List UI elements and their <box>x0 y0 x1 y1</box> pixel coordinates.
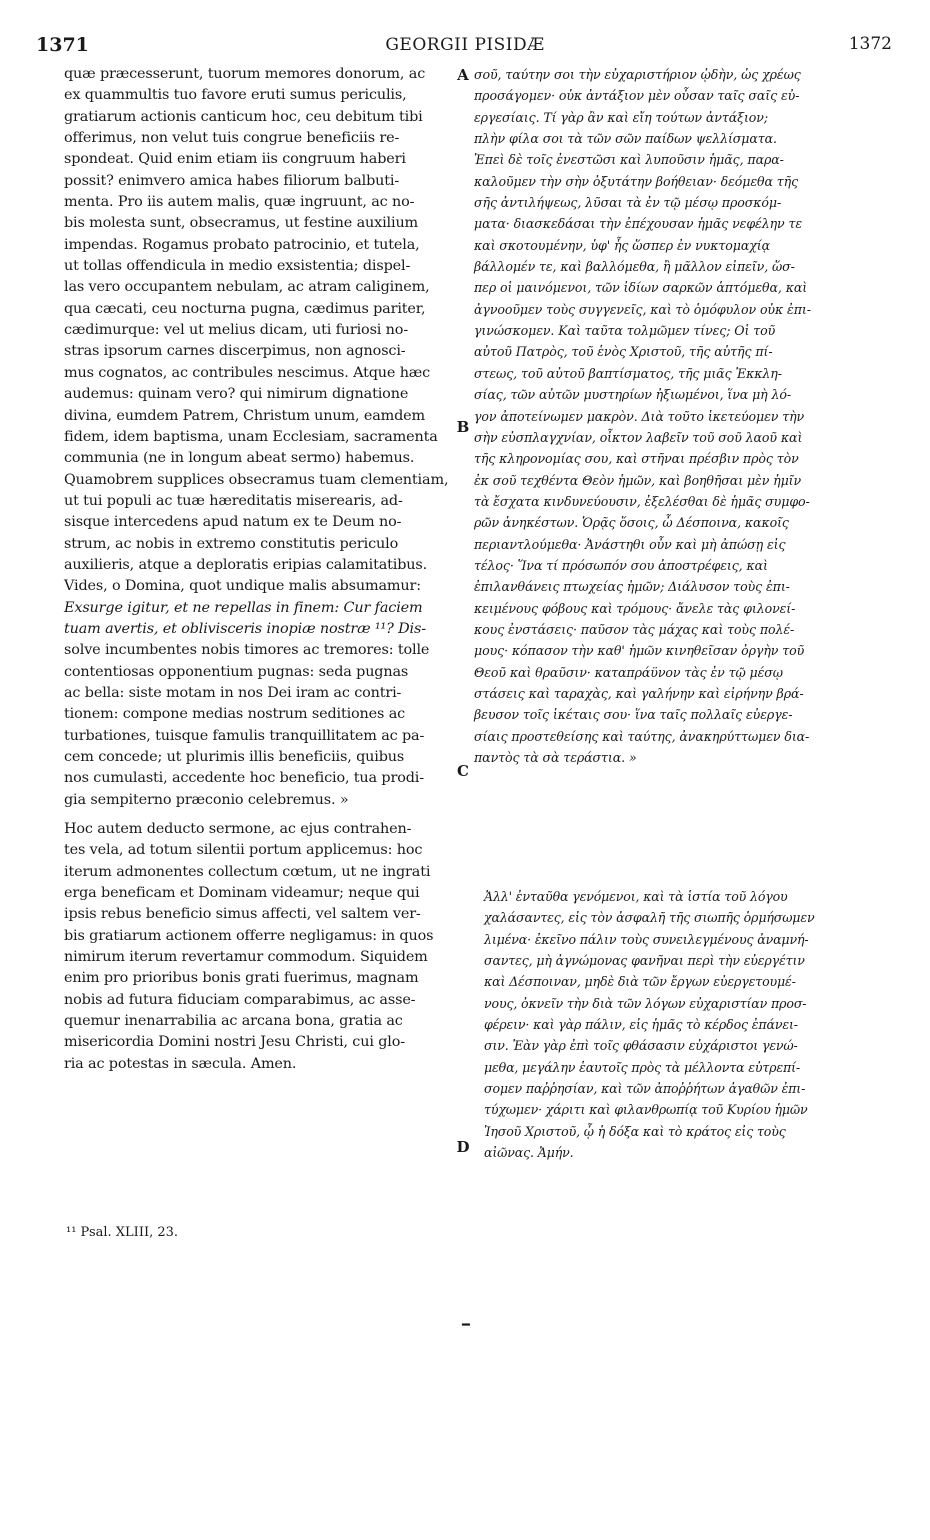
text-line: φέρειν· καὶ γὰρ πάλιν, εἰς ἡμᾶς τὸ κέρδος ἐπάνει- <box>484 1017 798 1033</box>
text-line: στάσεις καὶ ταραχὰς, καὶ γαλήνην καὶ εἰρήνην βρά- <box>474 685 804 701</box>
text-line: κους ἐνστάσεις· παῦσον τὰς μάχας καὶ τοὺς πολέ- <box>474 621 795 637</box>
text-line: quæ præcesserunt, tuorum memores donorum, ac <box>64 66 426 82</box>
text-line: bis molesta sunt, obsecramus, ut festine auxilium <box>64 215 419 232</box>
text-line: μους· κόπασον τὴν καθ' ἡμῶν κινηθεῖσαν ὀργὴν τοῦ <box>474 643 805 659</box>
text-line: καλοῦμεν τὴν σὴν ὀξυτάτην βοήθειαν· δεόμεθα τῆς <box>474 173 799 189</box>
text-line: Θεοῦ καὶ θραῦσιν· καταπράϋνον τὰς ἐν τῷ μέσῳ <box>474 664 783 680</box>
text-line: τέλος· Ἵνα τί πρόσωπόν σου ἀποστρέφεις, καὶ <box>474 557 768 573</box>
text-line: ἀγνοοῦμεν τοὺς συγγενεῖς, καὶ τὸ ὁμόφυλον οὐκ ἐπι- <box>474 301 811 317</box>
text-line: erga beneficam et Dominam videamur; neque qui <box>64 885 420 902</box>
text-line: Hoc autem deducto sermone, ac ejus contrahen- <box>64 821 412 838</box>
section-marker-c: C <box>457 762 469 780</box>
text-line: ac bella: siste motam in nos Dei iram ac contri- <box>64 684 402 701</box>
section-marker-b: B <box>456 418 470 436</box>
text-line: Ἰησοῦ Χριστοῦ, ᾧ ἡ δόξα καὶ τὸ κράτος εἰς τοὺς <box>484 1123 786 1139</box>
text-line: ipsis rebus beneficio simus affecti, vel saltem ver- <box>64 906 421 923</box>
text-line: σιν. Ἐὰν γὰρ ἐπὶ τοῖς φθάσασιν εὐχάριστοι γενώ- <box>484 1038 798 1054</box>
text-line: σίας, τῶν αὐτῶν μυστηρίων ἠξιωμένοι, ἵνα μὴ λό- <box>474 387 792 403</box>
text-line: τὰ ἔσχατα κινδυνεύουσιν, ἐξελέσθαι δὲ ἡμᾶς συμφο- <box>474 493 810 509</box>
text-line: τύχωμεν· χάριτι καὶ φιλανθρωπίᾳ τοῦ Κυρίου ἡμῶν <box>484 1102 808 1118</box>
text-line: μεθα, μεγάλην ἑαυτοῖς πρὸς τὰ μέλλοντα εὐτρεπί- <box>484 1059 801 1075</box>
text-line: contentiosas opponentium pugnas: seda pugnas <box>64 663 409 680</box>
text-line: ria ac potestas in sæcula. Amen. <box>64 1055 297 1072</box>
text-line: τῆς κληρονομίας σου, καὶ στῆναι πρέσβιν πρὸς τὸν <box>474 451 799 467</box>
text-line: fidem, idem baptisma, unam Ecclesiam, sacramenta <box>64 428 438 445</box>
text-line: ματα· διασκεδάσαι τὴν ἐπέχουσαν ἡμᾶς νεφέλην τε <box>474 216 803 232</box>
text-line: quemur inenarrabilia ac arcana bona, gratia ac <box>64 1013 403 1030</box>
text-line: tes vela, ad totum silentii portum applicemus: hoc <box>64 842 423 859</box>
bottom-mark: ━ <box>462 1318 470 1333</box>
text-line: cædimurque: vel ut melius dicam, uti furiosi no- <box>64 322 409 339</box>
text-line: βευσον τοῖς ἱκέταις σου· ἵνα ταῖς πολλαῖς εὐεργε- <box>474 707 793 723</box>
text-line: possit? enimvero amica habes filiorum balbuti- <box>64 172 400 189</box>
text-line: enim pro prioribus bonis grati fuerimus, magnam <box>64 970 419 987</box>
text-line: misericordia Domini nostri Jesu Christi, cui glo- <box>64 1034 405 1051</box>
text-line: tuam avertis, et oblivisceris inopiæ nostræ ¹¹? Dis- <box>64 620 426 637</box>
text-line: ἐκ σοῦ τεχθέντα Θεὸν ἡμῶν, καὶ βοηθῆσαι μὲν ἡμῖν <box>474 472 802 488</box>
text-line: Ἀλλ' ἐνταῦθα γενόμενοι, καὶ τὰ ἱστία τοῦ λόγου <box>484 889 788 904</box>
text-line: stras ipsorum carnes discerpimus, non agnosci- <box>64 343 406 360</box>
text-line: iterum admonentes collectum cœtum, ut ne ingrati <box>64 863 431 880</box>
text-line: βάλλομέν τε, καὶ βαλλόμεθα, ἢ μᾶλλον εἰπεῖν, ὥσ- <box>474 259 795 275</box>
text-line: Vides, o Domina, quot undique malis absumamur: <box>64 578 421 595</box>
text-line: παντὸς τὰ σὰ τεράστια. » <box>474 750 637 765</box>
text-line: σίαις προστεθείσης καὶ ταύτης, ἀνακηρύττωμεν δια- <box>474 728 810 744</box>
text-line: καὶ Δέσποιναν, μηδὲ διὰ τῶν ἔργων εὐεργετουμέ- <box>484 974 796 990</box>
page-header <box>0 34 930 64</box>
text-line: audemus: quinam vero? qui nimirum dignatione <box>64 386 409 403</box>
running-title: GEORGII PISIDÆ <box>385 35 545 55</box>
text-line: καὶ σκοτουμένην, ὑφ' ἧς ὥσπερ ἐν νυκτομαχίᾳ <box>474 237 771 253</box>
text-line: communia (ne in longum abeat sermo) habemus. <box>64 450 415 467</box>
text-line: στεως, τοῦ αὐτοῦ βαπτίσματος, τῆς μιᾶς Ἐκκλη- <box>474 365 782 381</box>
text-line: σοῦ, ταύτην σοι τὴν εὐχαριστήριον ᾠδὴν, ὡς χρέως <box>474 67 801 82</box>
text-line: las vero occupantem nebulam, ac atram caliginem, <box>64 279 430 296</box>
text-line: Exsurge igitur, et ne repellas in finem: Cur faciem <box>64 599 423 616</box>
footnote: ¹¹ Psal. XLIII, 23. <box>66 1225 179 1240</box>
text-line: χαλάσαντες, εἰς τὸν ἀσφαλῆ τῆς σιωπῆς ὁρμήσωμεν <box>484 910 815 926</box>
text-line: gia sempiterno præconio celebremus. » <box>64 791 349 808</box>
latin-column <box>64 64 456 1075</box>
text-line: ρῶν ἀνηκέστων. Ὁρᾷς ὅσοις, ὦ Δέσποινα, κακοῖς <box>474 515 789 531</box>
greek-conclusion-column <box>484 886 896 1163</box>
text-line: σομεν παῤῥησίαν, καὶ τῶν ἀποῤῥήτων ἀγαθῶν ἐπι- <box>484 1081 806 1097</box>
page-number-right: 1372 <box>848 34 892 54</box>
text-line: Ἐπεὶ δὲ τοῖς ἐνεστῶσι καὶ λυποῦσιν ἡμᾶς, παρα- <box>474 152 784 168</box>
text-line: σαντες, μὴ ἀγνώμονας φανῆναι περὶ τὴν εὐεργέτιν <box>484 953 805 969</box>
text-line: περ οἱ μαινόμενοι, τῶν ἰδίων σαρκῶν ἁπτόμεθα, καὶ <box>474 280 808 296</box>
text-line: impendas. Rogamus probato patrocinio, et tutela, <box>64 236 420 253</box>
text-line: αὐτοῦ Πατρὸς, τοῦ ἑνὸς Χριστοῦ, τῆς αὐτῆς πί- <box>474 344 773 360</box>
text-line: ut tui populi ac tuæ hæreditatis miserearis, ad- <box>64 492 403 509</box>
text-line: solve incumbentes nobis timores ac tremores: tolle <box>64 642 430 659</box>
text-line: gratiarum actionis canticum hoc, ceu debitum tibi <box>64 108 423 125</box>
text-line: εργεσίαις. Τί γὰρ ἂν καὶ εἴη τούτων ἀντάξιον; <box>474 109 768 125</box>
text-line: sisque intercedens apud natum ex te Deum no- <box>64 514 402 531</box>
text-line: offerimus, non velut tuis congrue beneficiis re- <box>64 130 400 147</box>
text-line: bis gratiarum actionem offerre negligamus: in quos <box>64 927 434 944</box>
text-line: ex quammultis tuo favore eruti sumus periculis, <box>64 87 407 104</box>
section-marker-d: D <box>456 1138 470 1156</box>
text-line: turbationes, tuisque famulis tranquillitatem ac pa- <box>64 727 425 744</box>
text-line: ut tollas offendicula in medio exsistentia; dispel- <box>64 258 411 275</box>
text-line: tionem: compone medias nostrum seditiones ac <box>64 706 406 723</box>
text-line: spondeat. Quid enim etiam iis congruum haberi <box>64 151 406 168</box>
text-line: αἰῶνας. Ἀμήν. <box>484 1145 574 1161</box>
text-line: divina, eumdem Patrem, Christum unum, eamdem <box>64 407 426 424</box>
text-line: σῆς ἀντιλήψεως, λῦσαι τὰ ἐν τῷ μέσῳ προσκόμ- <box>474 195 782 211</box>
text-line: cem concede; ut plurimis illis beneficiis, quibus <box>64 749 405 765</box>
text-line: σὴν εὐσπλαγχνίαν, οἶκτον λαβεῖν τοῦ σοῦ λαοῦ καὶ <box>474 429 803 445</box>
text-line: mus cognatos, ac contribules nescimus. Atque hæc <box>64 364 431 381</box>
text-line: nobis ad futura fiduciam comparabimus, ac asse- <box>64 991 416 1008</box>
text-line: ἐπιλανθάνεις πτωχείας ἡμῶν; Διάλυσον τοὺς ἐπι- <box>474 579 790 595</box>
text-line: προσάγομεν· οὐκ ἀντάξιον μὲν οὖσαν ταῖς σαῖς εὐ- <box>474 88 800 104</box>
text-line: nimirum iterum revertamur commodum. Siquidem <box>64 949 428 966</box>
section-marker-a: A <box>457 66 469 84</box>
text-line: λιμένα· ἐκεῖνο πάλιν τοὺς συνειλεγμένους ἀναμνή- <box>484 931 809 947</box>
text-line: νους, ὀκνεῖν τὴν διὰ τῶν λόγων εὐχαριστίαν προσ- <box>484 995 807 1011</box>
text-line: γον ἀποτείνωμεν μακρὸν. Διὰ τοῦτο ἱκετεύομεν τὴν <box>474 408 805 424</box>
text-line: menta. Pro iis autem malis, quæ ingruunt, ac no- <box>64 194 415 211</box>
text-line: auxilieris, atque a deploratis eripias calamitatibus. <box>64 556 428 573</box>
text-line: Quamobrem supplices obsecramus tuam clementiam, <box>64 471 449 488</box>
text-line: γινώσκομεν. Καὶ ταῦτα τολμῶμεν τίνες; Οἱ τοῦ <box>474 323 776 339</box>
text-line: strum, ac nobis in extremo constitutis periculo <box>64 535 399 552</box>
page-number-left: 1371 <box>36 34 89 56</box>
greek-column <box>474 64 896 768</box>
text-line: περιαντλούμεθα· Ἀνάστηθι οὖν καὶ μὴ ἀπώσῃ εἰς <box>474 536 786 552</box>
text-line: qua cæcati, ceu nocturna pugna, cædimus pariter, <box>64 300 426 317</box>
text-line: πλὴν φίλα σοι τὰ τῶν σῶν παίδων ψελλίσματα. <box>474 131 777 147</box>
text-line: κειμένους φόβους καὶ τρόμους· ἄνελε τὰς φιλονεί- <box>474 600 796 616</box>
text-line: nos cumulasti, accedente hoc beneficio, tua prodi- <box>64 770 424 787</box>
